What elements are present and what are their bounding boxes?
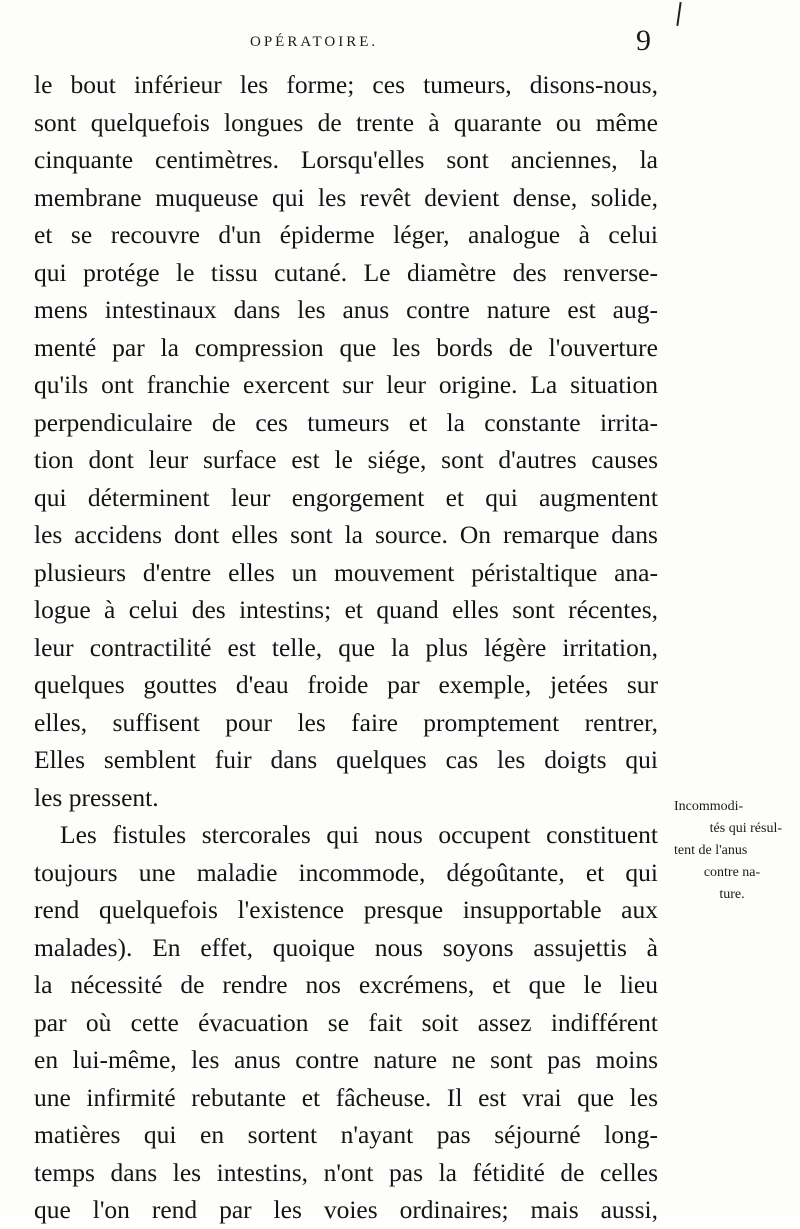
page-number: 9: [636, 24, 651, 57]
text-line: que l'on rend par les voies ordinaires; mais aussi,: [34, 1195, 658, 1224]
text-line: une infirmité rebutante et fâcheuse. Il est vrai que les: [34, 1082, 658, 1112]
text-line: la nécessité de rendre nos excrémens, et que le lieu: [34, 970, 658, 999]
margin-note-line: contre na-: [703, 865, 761, 880]
text-line: membrane muqueuse qui les revêt devient dense, solide,: [34, 182, 658, 212]
text-line: qui déterminent leur engorgement et qui augmentent: [34, 482, 658, 512]
text-line: les accidens dont elles sont la source. On remarque dans: [34, 520, 658, 549]
margin-note-line: ture.: [719, 887, 745, 902]
text-line: temps dans les intestins, n'ont pas la fétidité de celles: [34, 1157, 658, 1187]
margin-note-line: Incommodi-: [674, 799, 744, 814]
margin-note-line: tés qui résul-: [709, 821, 782, 836]
text-line: tion dont leur surface est le siége, sont d'autres causes: [34, 445, 658, 474]
text-line: qui protége le tissu cutané. Le diamètre des renverse-: [34, 257, 658, 287]
text-line: leur contractilité est telle, que la plus légère irritation,: [34, 632, 658, 662]
text-line: malades). En effet, quoique nous soyons assujettis à: [34, 932, 658, 962]
text-line: le bout inférieur les forme; ces tumeurs, disons-nous,: [34, 70, 658, 99]
text-line: en lui-même, les anus contre nature ne sont pas moins: [34, 1045, 658, 1074]
text-line: menté par la compression que les bords de l'ouverture: [34, 332, 658, 362]
text-line: matières qui en sortent n'ayant pas séjourné long-: [34, 1120, 658, 1149]
text-line: Les fistules stercorales qui nous occupent constituent: [60, 820, 658, 849]
text-line: toujours une maladie incommode, dégoûtante, et qui: [34, 857, 658, 887]
running-head: OPÉRATOIRE.: [250, 34, 379, 50]
text-line: Elles semblent fuir dans quelques cas les doigts qui: [34, 745, 658, 774]
text-line: sont quelquefois longues de trente à quarante ou même: [34, 107, 658, 137]
text-line: par où cette évacuation se fait soit assez indifférent: [34, 1007, 658, 1037]
text-line: plusieurs d'entre elles un mouvement péristaltique ana-: [34, 557, 658, 587]
body-text: [34, 66, 658, 1229]
text-line: rend quelquefois l'existence presque insupportable aux: [34, 895, 658, 924]
text-line: et se recouvre d'un épiderme léger, analogue à celui: [34, 220, 658, 249]
text-line: perpendiculaire de ces tumeurs et la constante irrita-: [34, 407, 658, 437]
text-line: quelques gouttes d'eau froide par exemple, jetées sur: [34, 670, 658, 699]
text-line: cinquante centimètres. Lorsqu'elles sont anciennes, la: [34, 145, 658, 174]
edge-mark: [676, 2, 681, 26]
text-line: elles, suffisent pour les faire promptement rentrer,: [34, 707, 658, 737]
text-line: qu'ils ont franchie exercent sur leur origine. La situation: [34, 370, 658, 399]
text-line: logue à celui des intestins; et quand elles sont récentes,: [34, 595, 658, 624]
margin-note-line: tent de l'anus: [674, 843, 748, 858]
margin-note: [674, 796, 790, 906]
text-line: les pressent.: [34, 782, 159, 812]
text-line: mens intestinaux dans les anus contre nature est aug-: [34, 295, 658, 324]
